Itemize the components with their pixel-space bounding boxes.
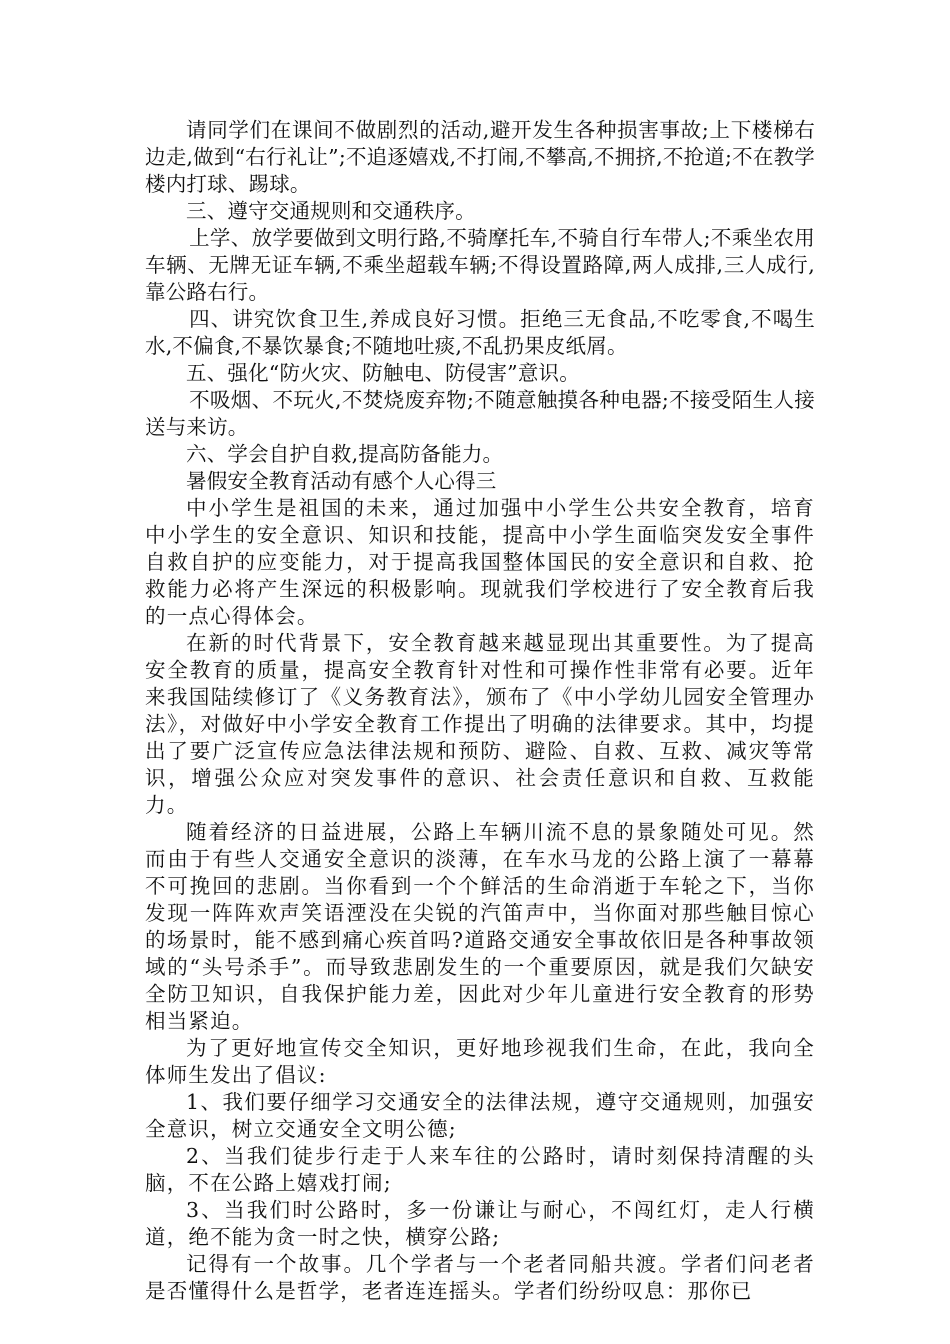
paragraph-new-era: 在新的时代背景下，安全教育越来越显现出其重要性。为了提高安全教育的质量，提高安全教育针对性和可操作性非常有必要。近年来我国陆续修订了《义务教育法》，颁布了《中小学幼儿园安全管理办法》，对做好中小学安全教育工作提出了明确的法律要求。其中，均提出了要广泛宣传应急法律法规和预防、避险、自救、互救、减灾等常识，增强公众应对突发事件的意识、社会责任意识和自救、互救能力。 — [145, 631, 815, 817]
list-item-2: 2、当我们徒步行走于人来车往的公路时，请时刻保持清醒的头脑，不在公路上嬉戏打闹; — [145, 1144, 815, 1195]
document-page — [145, 117, 815, 1305]
heading-traffic-rules: 三、遵守交通规则和交通秩序。 — [186, 199, 476, 223]
paragraph-traffic-tragedy: 随着经济的日益进展，公路上车辆川流不息的景象随处可见。然而由于有些人交通安全意识的淡薄，在车水马龙的公路上演了一幕幕不可挽回的悲剧。当你看到一个个鲜活的生命消逝于车轮之下，当你发现一阵阵欢声笑语湮没在尖锐的汽笛声中，当你面对那些触目惊心的场景时，能不感到痛心疾首吗?道路交通安全事故依旧是各种事故领域的“头号杀手”。而导致悲剧发生的一个重要原因，就是我们欠缺安全防卫知识，自我保护能力差，因此对少年儿童进行安全教育的形势相当紧迫。 — [145, 820, 815, 1033]
paragraph-story: 记得有一个故事。几个学者与一个老者同船共渡。学者们问老者是否懂得什么是哲学，老者连连摇头。学者们纷纷叹息：那你已 — [145, 1252, 815, 1303]
paragraph-fire-electric-safety: 不吸烟、不玩火,不焚烧废弃物;不随意触摸各种电器;不接受陌生人接送与来访。 — [145, 388, 815, 439]
heading-self-protection: 六、学会自护自救,提高防备能力。 — [186, 442, 504, 466]
paragraph-food-hygiene: 四、讲究饮食卫生,养成良好习惯。拒绝三无食品,不吃零食,不喝生水,不偏食,不暴饮暴食;不随地吐痰,不乱扔果皮纸屑。 — [145, 307, 815, 358]
paragraph-students-future: 中小学生是祖国的未来，通过加强中小学生公共安全教育，培育中小学生的安全意识、知识和技能，提高中小学生面临突发安全事件自救自护的应变能力，对于提高我国整体国民的安全意识和自救、抢救能力必将产生深远的积极影响。现就我们学校进行了安全教育后我的一点心得体会。 — [145, 496, 815, 628]
list-item-3: 3、当我们时公路时，多一份谦让与耐心，不闯红灯，走人行横道，绝不能为贪一时之快，横穿公路; — [145, 1198, 815, 1249]
list-item-1: 1、我们要仔细学习交通安全的法律法规，遵守交通规则，加强安全意识，树立交通安全文明公德; — [145, 1090, 815, 1141]
heading-fire-electric-safety: 五、强化“防火灾、防触电、防侵害”意识。 — [186, 361, 580, 385]
paragraph-traffic-rules: 上学、放学要做到文明行路,不骑摩托车,不骑自行车带人;不乘坐农用车辆、无牌无证车辆,不乘坐超载车辆;不得设置路障,两人成排,三人成行,靠公路右行。 — [145, 226, 815, 304]
section-title-experience-three: 暑假安全教育活动有感个人心得三 — [186, 469, 497, 493]
paragraph-classroom-safety: 请同学们在课间不做剧烈的活动,避开发生各种损害事故;上下楼梯右边走,做到“右行礼让”;不追逐嬉戏,不打闹,不攀高,不拥挤,不抢道;不在教学楼内打球、踢球。 — [145, 118, 815, 196]
paragraph-initiative: 为了更好地宣传交全知识，更好地珍视我们生命，在此，我向全体师生发出了倡议: — [145, 1036, 815, 1087]
